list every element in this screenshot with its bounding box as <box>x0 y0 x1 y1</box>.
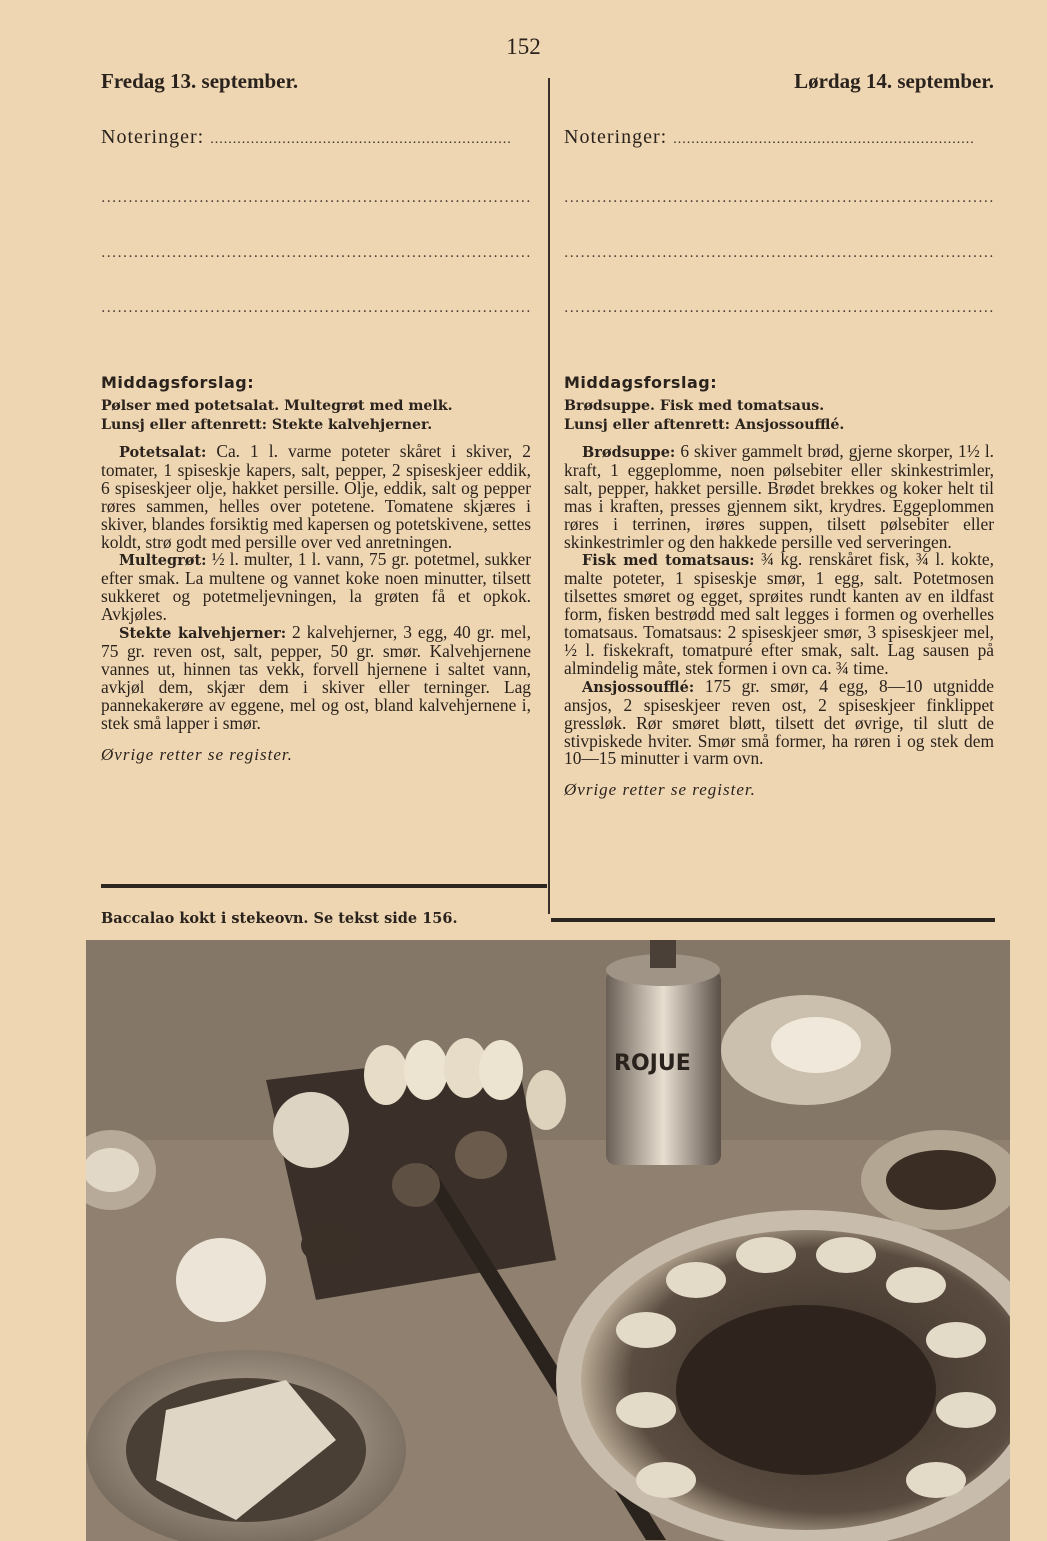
recipe-name: Stekte kalvehjerner: <box>119 625 287 643</box>
recipe-list <box>564 443 994 768</box>
section-heading: Middagsforslag: <box>564 373 718 392</box>
dinner-suggestion: Brødsuppe. Fisk med tomatsaus. <box>564 398 825 414</box>
section-heading: Middagsforslag: <box>101 373 255 392</box>
recipe-text: 6 skiver gammelt brød, gjerne skorper, 1½ l. kraft, 1 eggeplomme, noen pølsebiter eller skinkestrimler, salt, pepper, hakket persille. Brødet brekkes og koker helt til mas i kraften, presses gjennem sikt, krydres. Eggeplommen røres i terrinen, irøres suppen, tilsett pølsebiter eller skinkestrimler og den hakkede persille ved serveringen. <box>564 441 994 552</box>
dinner-suggestion: Pølser med potetsalat. Multegrøt med melk. <box>101 398 453 414</box>
notes-label-text: Noteringer: <box>564 126 668 148</box>
onion <box>273 1092 349 1168</box>
right-column <box>564 66 994 800</box>
day-title-friday: Fredag 13. september. <box>101 69 299 93</box>
recipe-text: 2 kalvehjerner, 3 egg, 40 gr. mel, 75 gr. reven ost, salt, pepper, 50 gr. smør. Kalvehjernene vannes ut, hinnen tas vekk, forvell hjernene i saltet vann, avkjøl dem, skjær dem i skiver eller terninger. Lag pannekakerøre av eggene, mel og ost, bland kalvehjernene i, stek små lapper i smør. <box>101 622 531 733</box>
recipe-paragraph <box>101 551 531 624</box>
register-note: Øvrige retter se register. <box>101 744 293 764</box>
recipe-name: Potetsalat: <box>119 444 207 461</box>
recipe-text: Ca. 1 l. varme poteter skåret i skiver, 2 tomater, 1 spiseskje kapers, salt, pepper, 2 spiseskjeer eddik, 6 spiseskjeer olje, hakket persille. Olje, eddik, salt og pepper røres sammen, helles over potetene. Tomatene skjæres i skiver, blandes forsiktig med kapersen og potetskivene, settes koldt, strø godt med persille over ved anretningen. <box>101 441 531 552</box>
notes-label <box>101 126 531 178</box>
recipe-name: Ansjossoufflé: <box>582 678 695 696</box>
right-column-rule <box>551 918 995 922</box>
recipe-name: Fisk med tomatsaus: <box>582 552 755 570</box>
left-column-rule <box>101 884 547 888</box>
potato-slice <box>404 1040 448 1100</box>
recipe-paragraph <box>101 443 531 551</box>
recipe-text: ½ l. multer, 1 l. vann, 75 gr. potetmel, sukker efter smak. La multene og vannet koke noen minutter, tilsett sukkeret og potetmeljevningen, la grøten få et opkok. Avkjøles. <box>101 549 531 625</box>
recipe-paragraph <box>564 443 994 551</box>
recipe-paragraph <box>564 675 994 769</box>
photo-caption: Baccalao kokt i stekeovn. Se tekst side 156. <box>101 910 458 927</box>
recipe-paragraph <box>101 624 531 732</box>
recipe-paragraph <box>564 551 994 677</box>
food-photo-illustration <box>86 940 1010 1541</box>
notes-line <box>564 178 994 233</box>
lunch-suggestion: Lunsj eller aftenrett: Stekte kalvehjerner. <box>101 417 433 433</box>
egg <box>176 1238 266 1322</box>
potato-slice <box>364 1045 408 1105</box>
recipe-name: Multegrøt: <box>119 552 207 570</box>
notes-dot-fill <box>210 126 512 148</box>
fish-in-tomato-sauce <box>676 1305 936 1475</box>
recipe-list <box>101 443 531 733</box>
recipe-name: Brødsuppe: <box>582 444 676 461</box>
page-number: 152 <box>506 34 541 59</box>
food-photo <box>86 940 1010 1541</box>
notes-line <box>564 288 994 343</box>
column-divider <box>548 78 550 914</box>
onion <box>455 1131 507 1179</box>
recipe-text: ¾ kg. renskåret fisk, ¾ l. kokte, malte poteter, 1 spiseskje smør, 1 egg, salt. Potetmosen tilsettes smøret og egget, sprøites rundt kanten av en ildfast form, fisken bestrødd med salt legges i formen og overhelles tomatsaus. Tomatsaus: 2 spiseskjeer smør, 3 spiseskjeer mel, ½ l. fiskekraft, tomatpuré efter smak, salt. Lag sausen på almindelig måte, stek formen i ovn ca. ¾ time. <box>564 549 994 678</box>
notes-dot-fill <box>673 126 975 148</box>
day-title-saturday: Lørdag 14. september. <box>794 69 994 93</box>
potato-half <box>526 1070 566 1130</box>
notes-label <box>564 126 994 178</box>
can-label: ROJUE <box>614 1051 691 1076</box>
notes-label-text: Noteringer: <box>101 126 205 148</box>
herbs <box>301 1225 361 1265</box>
potato-slice <box>479 1040 523 1100</box>
notes-line <box>564 233 994 288</box>
register-note: Øvrige retter se register. <box>564 780 756 800</box>
lunch-suggestion: Lunsj eller aftenrett: Ansjossoufflé. <box>564 417 845 433</box>
notes-line <box>101 178 531 233</box>
onion <box>392 1163 440 1207</box>
recipe-text: 175 gr. smør, 4 egg, 8—10 utgnidde ansjos, 2 spiseskjeer reven ost, 2 spiseskjeer finklippet gressløk. Rør smøret bløtt, tilsett det øvrige, til slutt de stivpiskede hviter. Smør små former, ha røren i og stek dem 10—15 minutter i varm ovn. <box>564 675 994 769</box>
left-column <box>101 66 531 765</box>
notes-line <box>101 288 531 343</box>
notes-line <box>101 233 531 288</box>
